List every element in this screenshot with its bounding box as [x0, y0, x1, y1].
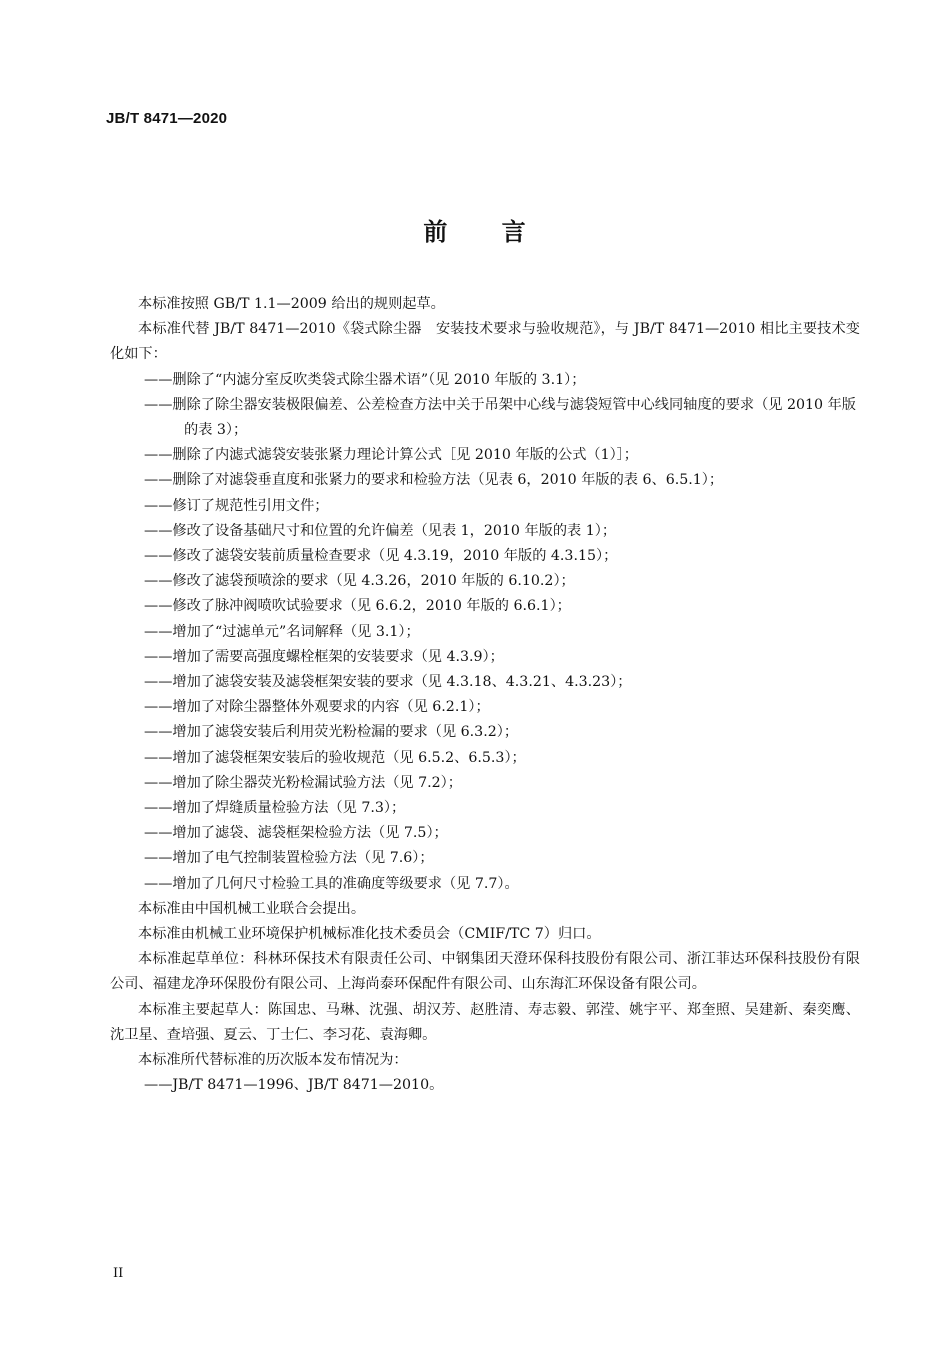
paragraph-replacement: 本标准代替 JB/T 8471—2010《袋式除尘器 安装技术要求与验收规范》，与 JB/T 8471—2010 相比主要技术变化如下：: [110, 321, 860, 363]
list-item: ——增加了需要高强度螺栓框架的安装要求（见 4.3.9）；: [144, 648, 504, 665]
paragraph-previous-editions: 本标准所代替标准的历次版本发布情况为：: [138, 1052, 408, 1069]
changes-list: [110, 368, 860, 897]
foreword-body: [110, 292, 860, 1099]
list-item: ——修改了滤袋预喷涂的要求（见 4.3.26，2010 年版的 6.10.2）；: [144, 573, 575, 590]
list-item: ——增加了滤袋、滤袋框架检验方法（见 7.5）；: [144, 825, 448, 842]
list-item: ——修改了设备基础尺寸和位置的允许偏差（见表 1，2010 年版的表 1）；: [144, 522, 617, 539]
list-item: ——增加了对除尘器整体外观要求的内容（见 6.2.1）；: [144, 699, 490, 716]
list-item: ——增加了滤袋框架安装后的验收规范（见 6.5.2、6.5.3）；: [144, 749, 526, 766]
list-item: ——删除了“内滤分室反吹类袋式除尘器术语”（见 2010 年版的 3.1）；: [144, 371, 586, 388]
previous-editions-list: ——JB/T 8471—1996、JB/T 8471—2010。: [144, 1077, 444, 1094]
page-number: II: [113, 1266, 124, 1281]
paragraph-committee: 本标准由机械工业环境保护机械标准化技术委员会（CMIF/TC 7）归口。: [138, 926, 601, 943]
list-item: ——修改了滤袋安装前质量检查要求（见 4.3.19，2010 年版的 4.3.15）；: [144, 548, 618, 565]
list-item: ——增加了滤袋安装及滤袋框架安装的要求（见 4.3.18、4.3.21、4.3.23）；: [144, 674, 632, 691]
paragraph-proposer: 本标准由中国机械工业联合会提出。: [138, 900, 366, 917]
list-item: ——修改了脉冲阀喷吹试验要求（见 6.6.2，2010 年版的 6.6.1）；: [144, 598, 571, 615]
list-item: ——增加了滤袋安装后利用荧光粉检漏的要求（见 6.3.2）；: [144, 724, 519, 741]
page-title: 前 言: [423, 218, 527, 246]
list-item: ——增加了电气控制装置检验方法（见 7.6）；: [144, 850, 434, 867]
list-item: ——修订了规范性引用文件；: [144, 497, 329, 514]
standard-code: JB/T 8471—2020: [106, 110, 228, 127]
paragraph-drafters: 本标准主要起草人：陈国忠、马琳、沈强、胡汉芳、赵胜清、寿志毅、郭滢、姚宇平、郑奎照、吴建新、秦奕鹰、沈卫星、查培强、夏云、丁士仁、李习花、袁海卿。: [110, 1001, 860, 1043]
list-item: ——增加了焊缝质量检验方法（见 7.3）；: [144, 800, 406, 817]
list-item: ——增加了除尘器荧光粉检漏试验方法（见 7.2）；: [144, 774, 462, 791]
list-item: ——删除了对滤袋垂直度和张紧力的要求和检验方法（见表 6，2010 年版的表 6、6.5.1）；: [144, 472, 724, 489]
paragraph-drafting-units: 本标准起草单位：科林环保技术有限责任公司、中钢集团天澄环保科技股份有限公司、浙江菲达环保科技股份有限公司、福建龙净环保股份有限公司、上海尚泰环保配件有限公司、山东海汇环保设备有限公司。: [110, 951, 860, 993]
list-item: ——增加了几何尺寸检验工具的准确度等级要求（见 7.7）。: [144, 875, 519, 892]
list-item: ——删除了内滤式滤袋安装张紧力理论计算公式［见 2010 年版的公式（1）］；: [144, 447, 638, 464]
paragraph-drafting-rules: 本标准按照 GB/T 1.1—2009 给出的规则起草。: [138, 296, 445, 312]
list-item: ——删除了除尘器安装极限偏差、公差检查方法中关于吊架中心线与滤袋短管中心线同轴度的要求（见 2010 年版的表 3）；: [144, 396, 856, 439]
list-item: ——增加了“过滤单元”名词解释（见 3.1）；: [144, 623, 420, 640]
